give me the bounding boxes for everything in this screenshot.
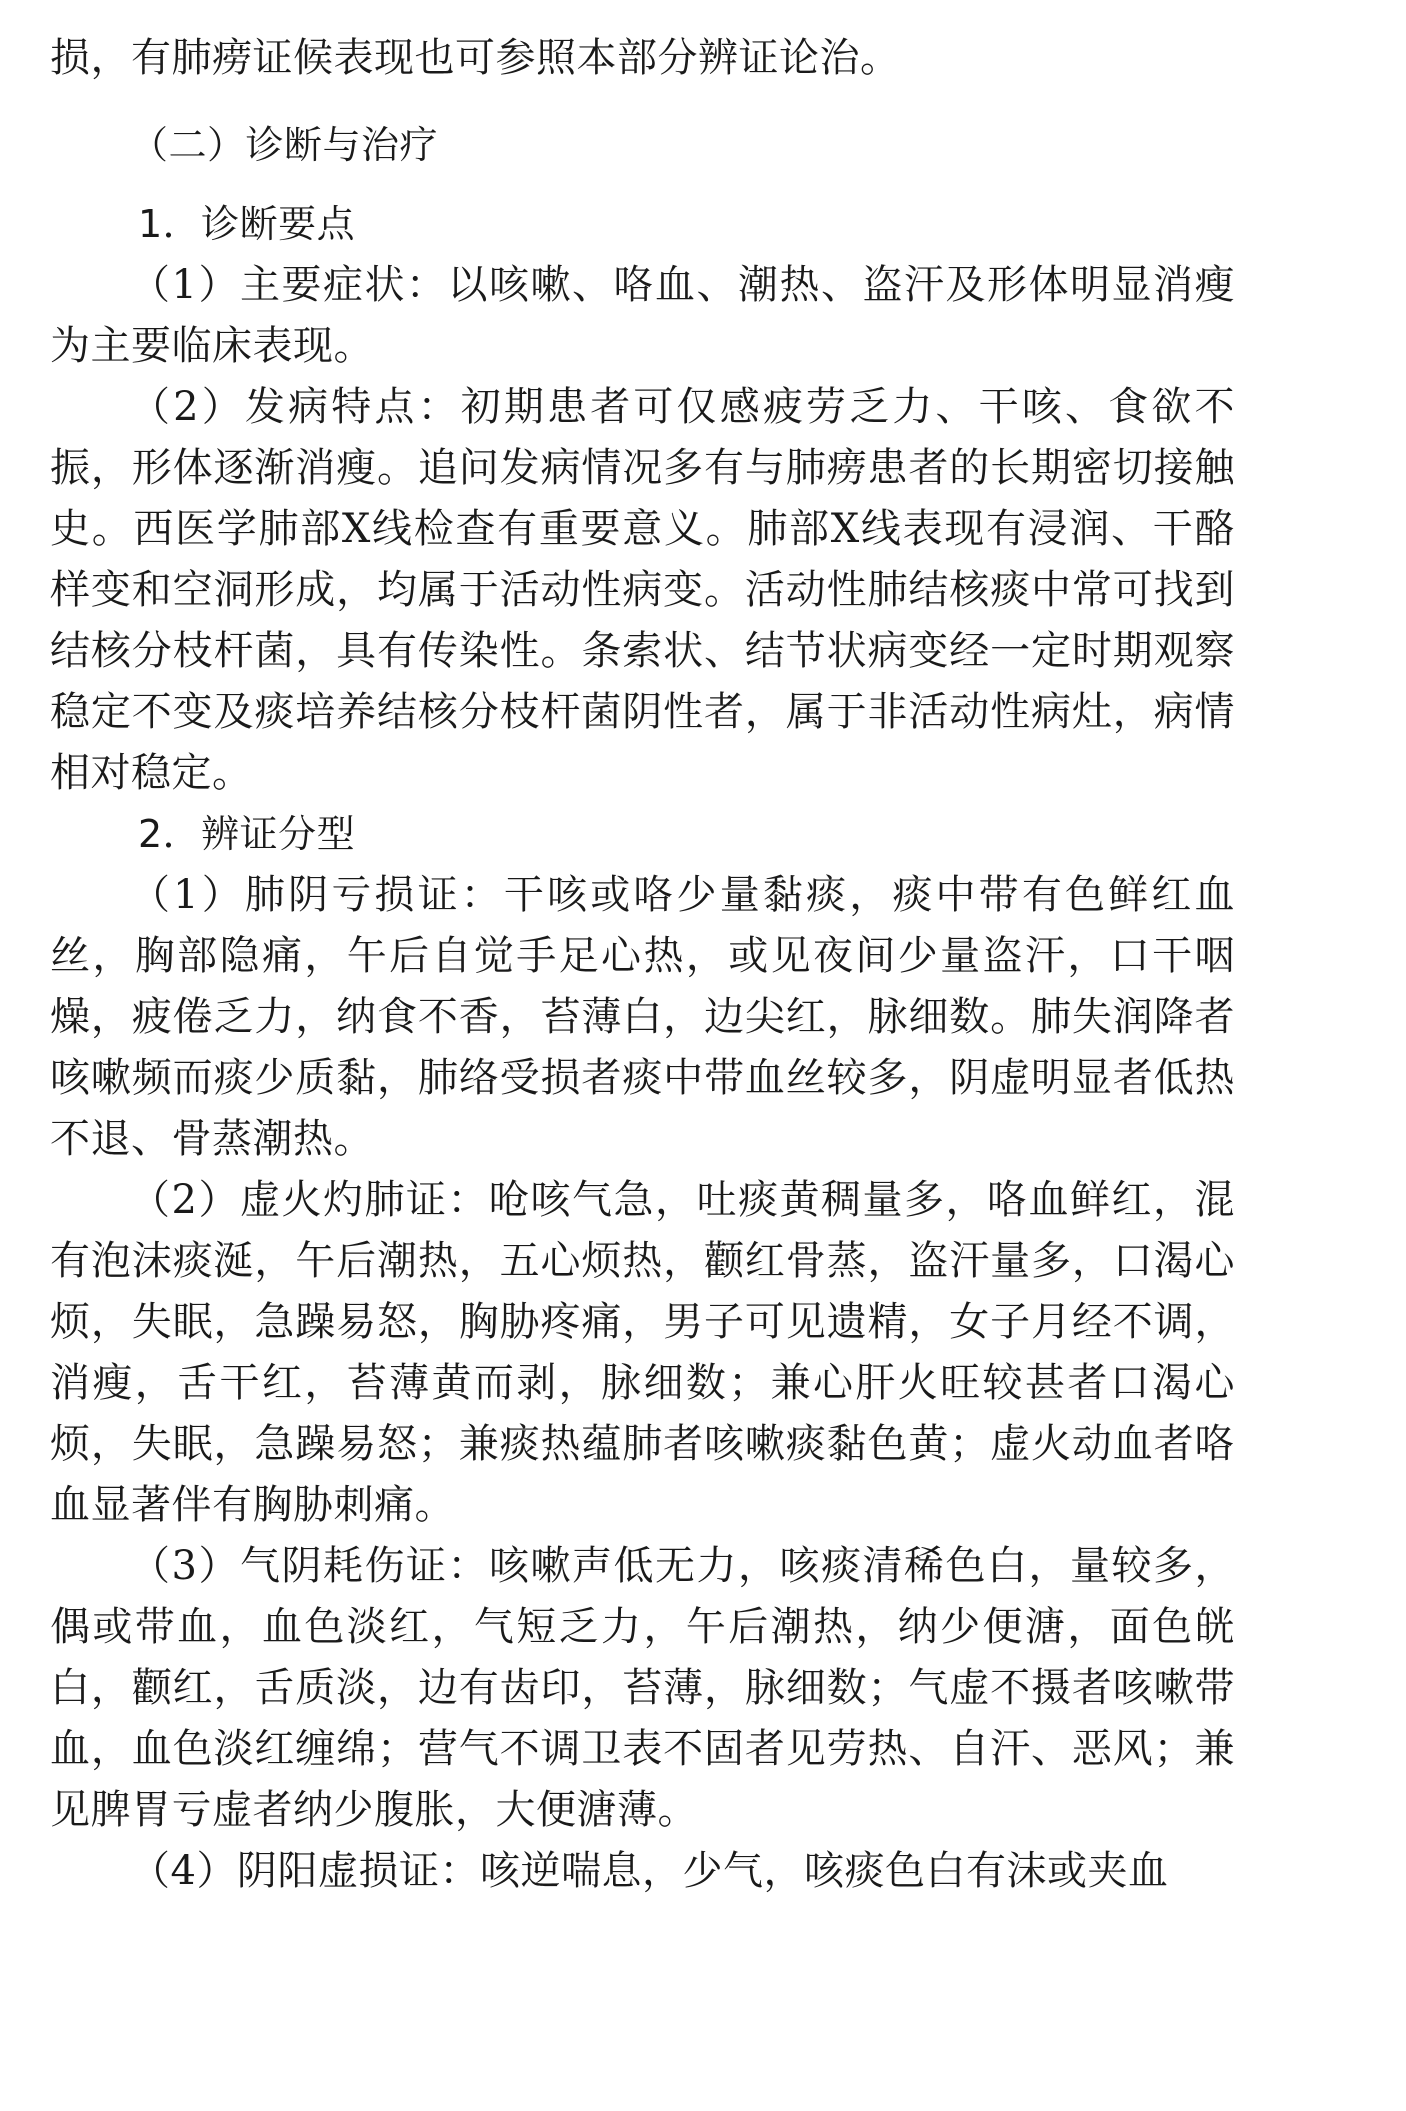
syndrome-item-1: （1）肺阴亏损证：干咳或咯少量黏痰，痰中带有色鲜红血丝，胸部隐痛，午后自觉手足心热，或见夜间少量盗汗，口干咽燥，疲倦乏力，纳食不香，苔薄白，边尖红，脉细数。肺失润降者咳嗽频而痰少质黏，肺络受损者痰中带血丝较多，阴虚明显者低热不退、骨蒸潮热。 bbox=[50, 872, 1235, 1162]
syndrome-item-3: （3）气阴耗伤证：咳嗽声低无力，咳痰清稀色白，量较多，偶或带血，血色淡红，气短乏力，午后潮热，纳少便溏，面色㿠白，颧红，舌质淡，边有齿印，苔薄，脉细数；气虚不摄者咳嗽带血，血色淡红缠绵；营气不调卫表不固者见劳热、自汗、恶风；兼见脾胃亏虚者纳少腹胀，大便溏薄。 bbox=[50, 1543, 1235, 1833]
diagnosis-item-2: （2）发病特点：初期患者可仅感疲劳乏力、干咳、食欲不振，形体逐渐消瘦。追问发病情况多有与肺痨患者的长期密切接触史。西医学肺部X线检查有重要意义。肺部X线表现有浸润、干酪样变和空洞形成，均属于活动性病变。活动性肺结核痰中常可找到结核分枝杆菌，具有传染性。条索状、结节状病变经一定时期观察稳定不变及痰培养结核分枝杆菌阴性者，属于非活动性病灶，病情相对稳定。 bbox=[50, 384, 1235, 796]
diagnosis-item-1: （1）主要症状：以咳嗽、咯血、潮热、盗汗及形体明显消瘦为主要临床表现。 bbox=[50, 262, 1235, 369]
subsection-heading-syndrome: 2．辨证分型 bbox=[138, 812, 356, 856]
syndrome-item-4: （4）阴阳虚损证：咳逆喘息，少气，咳痰色白有沫或夹血 bbox=[130, 1848, 1169, 1894]
section-heading: （二）诊断与治疗 bbox=[130, 123, 439, 167]
continuation-paragraph: 损，有肺痨证候表现也可参照本部分辨证论治。 bbox=[50, 35, 901, 81]
subsection-heading-diagnosis: 1．诊断要点 bbox=[138, 202, 356, 246]
syndrome-item-2: （2）虚火灼肺证：呛咳气急，吐痰黄稠量多，咯血鲜红，混有泡沫痰涎，午后潮热，五心烦热，颧红骨蒸，盗汗量多，口渴心烦，失眠，急躁易怒，胸胁疼痛，男子可见遗精，女子月经不调，消瘦，舌干红，苔薄黄而剥，脉细数；兼心肝火旺较甚者口渴心烦，失眠，急躁易怒；兼痰热蕴肺者咳嗽痰黏色黄；虚火动血者咯血显著伴有胸胁刺痛。 bbox=[50, 1177, 1235, 1528]
document-body bbox=[50, 28, 1235, 1902]
